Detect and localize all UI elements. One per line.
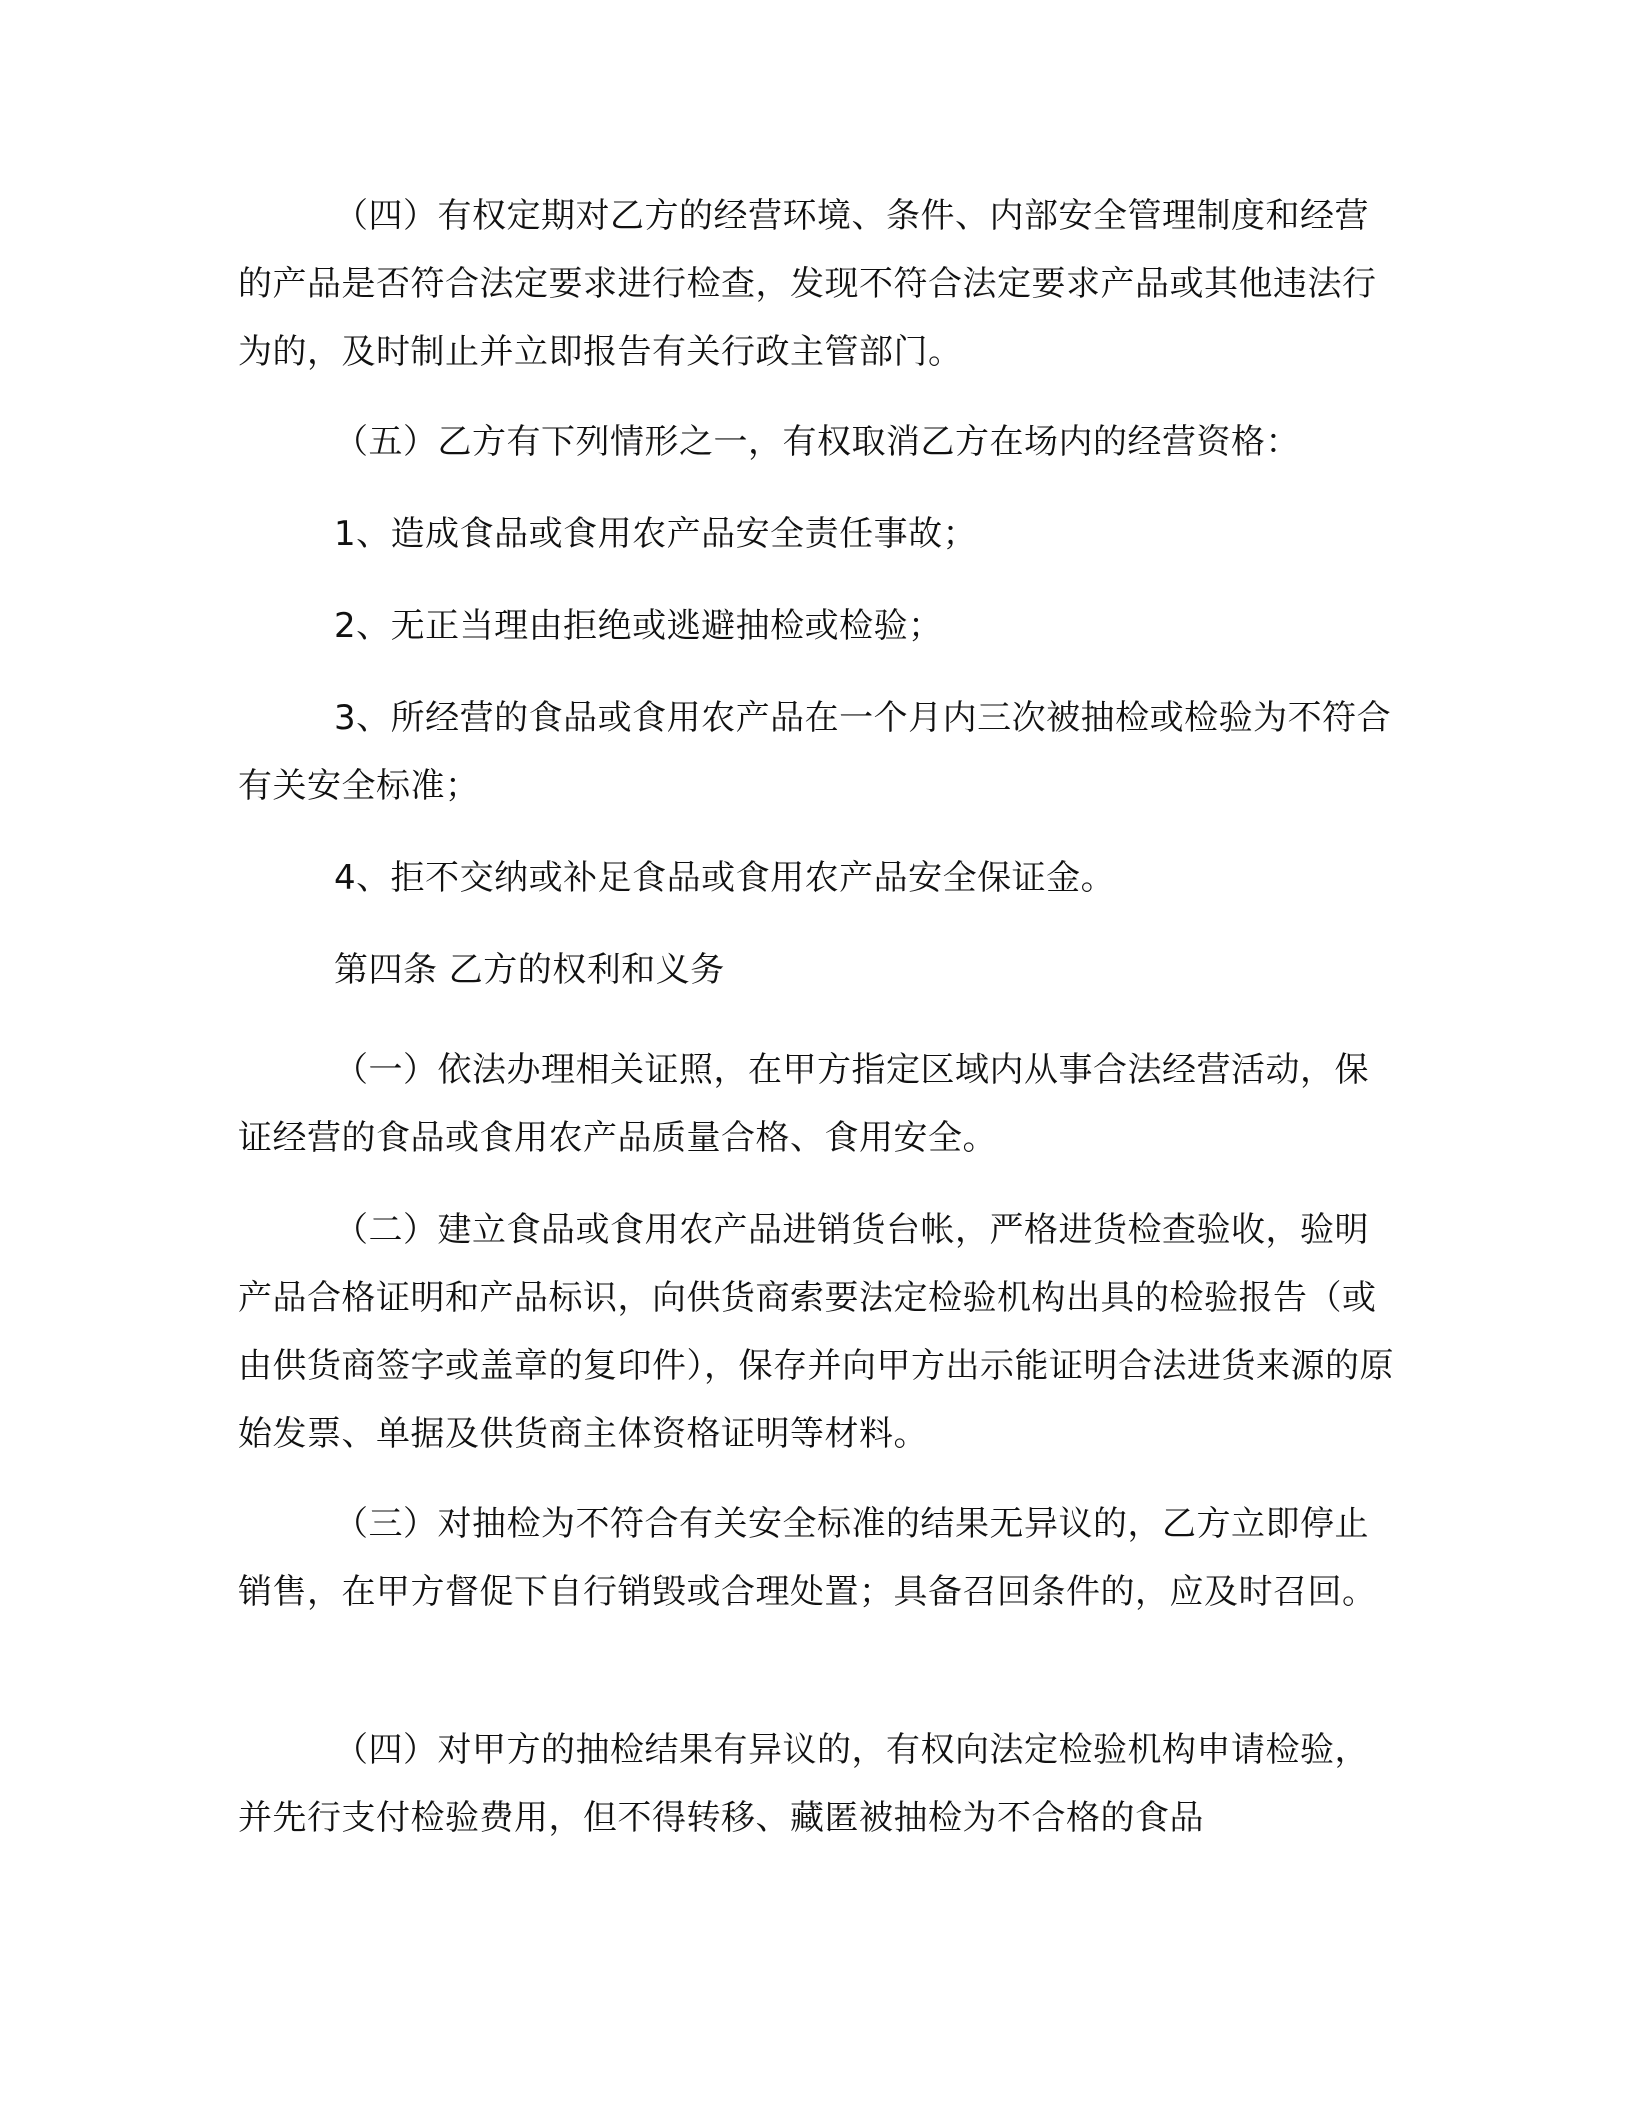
list-item-2: 2、无正当理由拒绝或逃避抽检或检验；: [334, 606, 943, 646]
paragraph-obligation-2: （二）建立食品或食用农产品进销货台帐，严格进货检查验收，验明产品合格证明和产品标识，向供货商索要法定检验机构出具的检验报告（或由供货商签字或盖章的复印件），保存并向甲方出示能证明合法进货来源的原始发票、单据及供货商主体资格证明等材料。: [238, 1210, 1394, 1454]
list-item-4: 4、拒不交纳或补足食品或食用农产品安全保证金。: [334, 858, 1116, 898]
list-item-1: 1、造成食品或食用农产品安全责任事故；: [334, 514, 978, 554]
paragraph-obligation-4: （四）对甲方的抽检结果有异议的，有权向法定检验机构申请检验，并先行支付检验费用，但不得转移、藏匿被抽检为不合格的食品: [238, 1730, 1369, 1838]
paragraph-inspection-right: （四）有权定期对乙方的经营环境、条件、内部安全管理制度和经营的产品是否符合法定要求进行检查，发现不符合法定要求产品或其他违法行为的，及时制止并立即报告有关行政主管部门。: [238, 196, 1377, 372]
paragraph-obligation-1: （一）依法办理相关证照，在甲方指定区域内从事合法经营活动，保证经营的食品或食用农产品质量合格、食用安全。: [238, 1050, 1369, 1158]
paragraph-cancel-qualification: （五）乙方有下列情形之一，有权取消乙方在场内的经营资格：: [334, 422, 1300, 462]
paragraph-obligation-3: （三）对抽检为不符合有关安全标准的结果无异议的，乙方立即停止销售，在甲方督促下自行销毁或合理处置；具备召回条件的，应及时召回。: [238, 1504, 1377, 1612]
list-item-3: 3、所经营的食品或食用农产品在一个月内三次被抽检或检验为不符合有关安全标准；: [238, 698, 1392, 806]
section-heading-article-4: 第四条 乙方的权利和义务: [334, 950, 725, 990]
